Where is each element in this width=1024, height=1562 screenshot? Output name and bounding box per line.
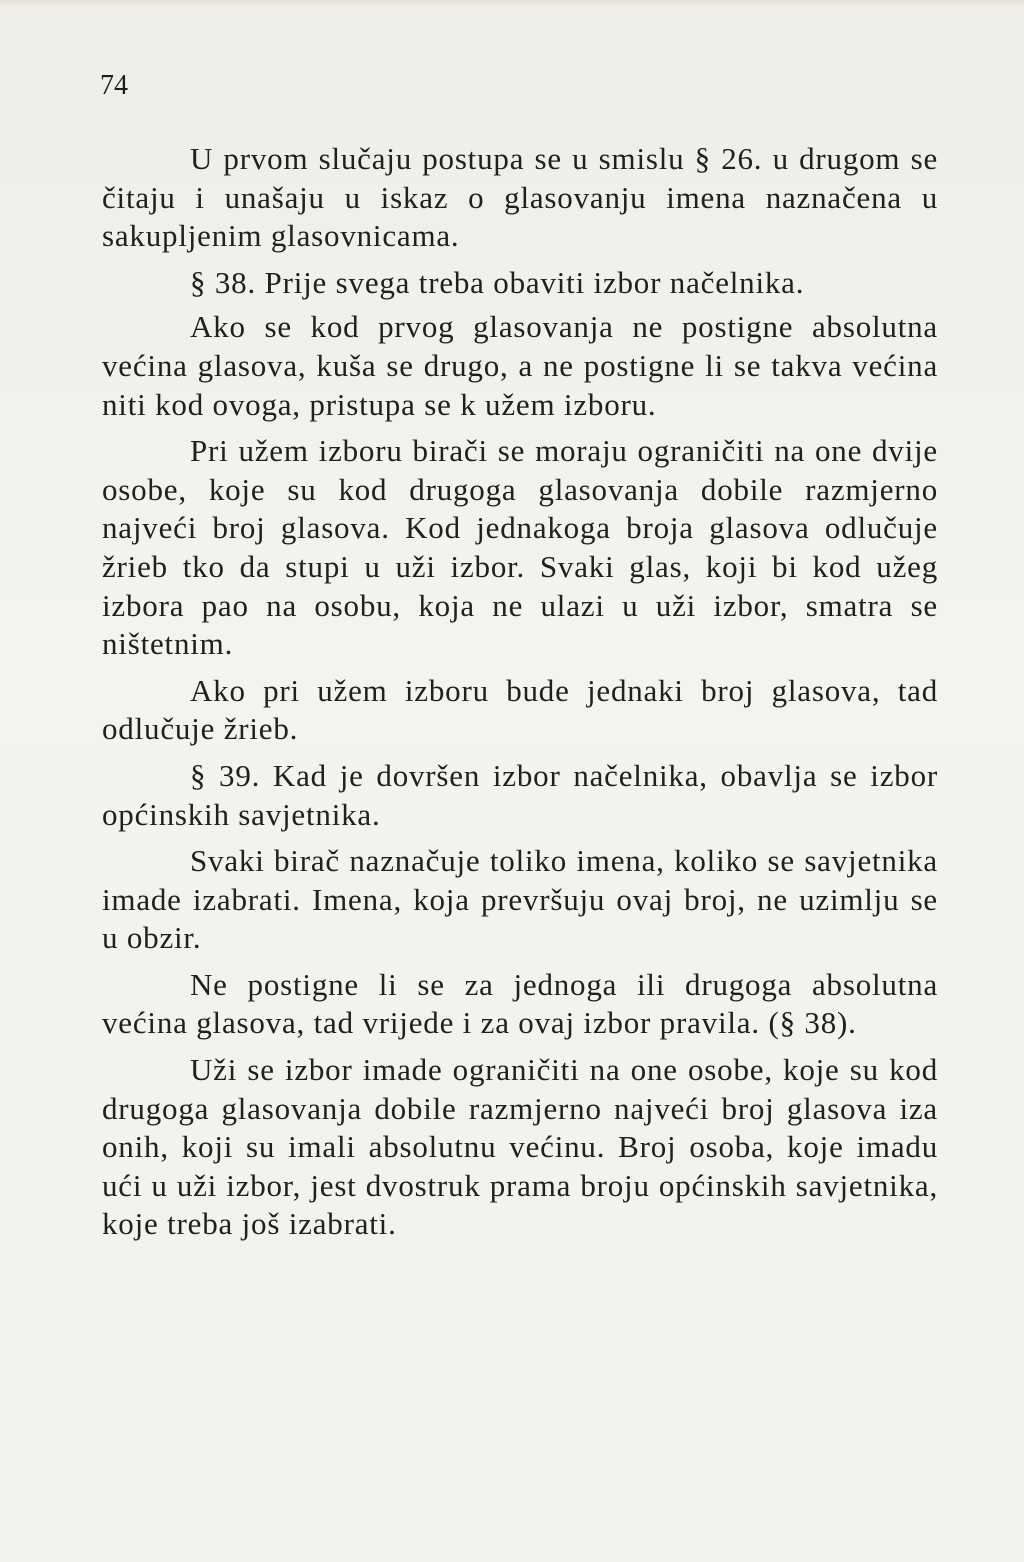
paragraph-9: Uži se izbor imade ograničiti na one osobe, koje su kod drugoga glasovanja dobile razmjerno najveći broj glasova iza onih, koji su imali absolutnu većinu. Broj osoba, koje imadu ući u uži izbor, jest dvostruk prama broju općinskih savjetnika, koje treba još izabrati. (102, 1052, 938, 1242)
paragraph-1: U prvom slučaju postupa se u smislu § 26. u drugom se čitaju i unašaju u iskaz o glasovanju imena naznačena u sakupljenim glasovnicama. (102, 141, 938, 254)
paragraph-5: Ako pri užem izboru bude jednaki broj glasova, tad odlučuje žrieb. (102, 672, 938, 747)
page-number: 74 (100, 70, 128, 101)
paragraph-7: Svaki birač naznačuje toliko imena, koliko se savjetnika imade izabrati. Imena, koja prevršuju ovaj broj, ne uzimlju se u obzir. (102, 843, 938, 956)
section-38-heading-paragraph: § 38. Prije svega treba obaviti izbor načelnika. (190, 264, 805, 300)
paragraph-4: Pri užem izboru birači se moraju ograničiti na one dvije osobe, koje su kod drugoga glasovanja dobile razmjerno najveći broj glasova. Kod jednakoga broja glasova odlučuje žrieb tko da stupi u uži izbor. Svaki glas, koji bi kod užeg izbora pao na osobu, koja ne ulazi u uži izbor, smatra se ništetnim. (102, 433, 938, 662)
page-top-edge (0, 0, 1024, 6)
paragraph-3: Ako se kod prvog glasovanja ne postigne absolutna većina glasova, kuša se drugo, a ne postigne li se takva većina niti kod ovoga, pristupa se k užem izboru. (102, 309, 938, 422)
paragraph-8: Ne postigne li se za jednoga ili drugoga absolutna većina glasova, tad vrijede i za ovaj izbor pravila. (§ 38). (102, 966, 938, 1041)
section-39-paragraph: § 39. Kad je dovršen izbor načelnika, obavlja se izbor općinskih savjetnika. (102, 757, 938, 832)
body-text (102, 140, 938, 1244)
